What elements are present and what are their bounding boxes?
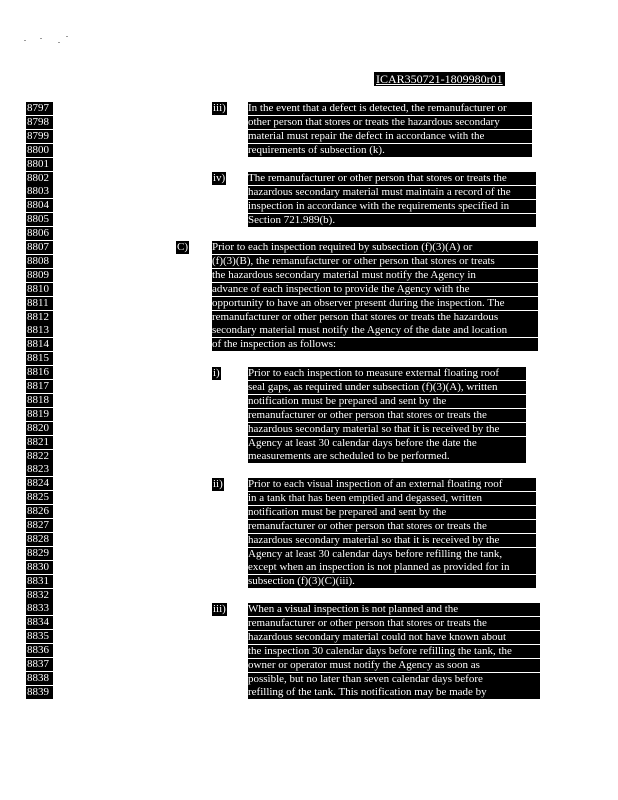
line-number: 8811 [26,297,53,310]
text-line: notification must be prepared and sent by the [248,506,536,519]
line-number: 8797 [26,102,53,115]
line-number: 8808 [26,255,53,268]
line-number: 8812 [26,311,53,324]
line-number: 8828 [26,533,53,546]
text-line: except when an inspection is not planned as provided for in [248,561,536,574]
text-line: Prior to each visual inspection of an external floating roof [248,478,536,491]
line-number: 8830 [26,561,53,574]
line-number: 8839 [26,686,53,699]
text-line: refilling of the tank. This notification may be made by [248,686,540,699]
text-line: hazardous secondary material so that it is received by the [248,423,526,436]
label-iii-b: iii) [213,603,226,615]
line-number: 8827 [26,519,53,532]
line-number: 8833 [26,602,53,615]
line-number: 8820 [26,422,53,435]
line-number: 8816 [26,366,53,379]
text-line: subsection (f)(3)(C)(iii). [248,575,536,588]
document-id-header: ICAR350721-1809980r01 [376,72,503,86]
scan-speck [58,42,60,43]
line-number: 8838 [26,672,53,685]
text-line: Section 721.989(b). [248,214,536,227]
scan-speck [66,36,68,37]
label-iii: iii) [213,102,226,114]
text-line: Agency at least 30 calendar days before refilling the tank, [248,548,536,561]
text-line: In the event that a defect is detected, the remanufacturer or [248,102,532,115]
label-iv: iv) [213,172,226,184]
line-number: 8826 [26,505,53,518]
line-number: 8807 [26,241,53,254]
label-C: C) [177,241,188,253]
line-number: 8837 [26,658,53,671]
line-number: 8806 [26,227,53,240]
scan-speck [24,40,26,41]
line-number: 8834 [26,616,53,629]
line-number: 8832 [26,589,53,602]
text-line: hazardous secondary material must maintain a record of the [248,186,536,199]
line-number: 8818 [26,394,53,407]
line-number: 8823 [26,463,53,476]
line-number: 8821 [26,436,53,449]
line-number: 8804 [26,199,53,212]
line-number: 8805 [26,213,53,226]
line-number: 8836 [26,644,53,657]
line-number: 8831 [26,575,53,588]
line-number: 8814 [26,338,53,351]
line-number: 8798 [26,116,53,129]
text-line: owner or operator must notify the Agency as soon as [248,659,540,672]
text-line: measurements are scheduled to be performed. [248,450,526,463]
line-number: 8801 [26,158,53,171]
text-line: remanufacturer or other person that stores or treats the hazardous [212,311,538,324]
text-line: remanufacturer or other person that stores or treats the [248,520,536,533]
text-line: remanufacturer or other person that stores or treats the [248,617,540,630]
text-line: the inspection 30 calendar days before refilling the tank, the [248,645,540,658]
line-number: 8802 [26,172,53,185]
text-line: requirements of subsection (k). [248,144,532,157]
line-number: 8810 [26,283,53,296]
line-number: 8803 [26,185,53,198]
text-line: (f)(3)(B), the remanufacturer or other person that stores or treats [212,255,538,268]
text-line: inspection in accordance with the requirements specified in [248,200,536,213]
text-line: other person that stores or treats the hazardous secondary [248,116,532,129]
line-number: 8800 [26,144,53,157]
text-line: material must repair the defect in accordance with the [248,130,532,143]
line-number: 8809 [26,269,53,282]
line-number: 8817 [26,380,53,393]
line-number: 8813 [26,324,53,337]
text-line: notification must be prepared and sent by the [248,395,526,408]
scan-speck [40,38,42,39]
text-line: seal gaps, as required under subsection (f)(3)(A), written [248,381,526,394]
text-line: The remanufacturer or other person that stores or treats the [248,172,536,185]
line-number: 8822 [26,450,53,463]
text-line: Agency at least 30 calendar days before the date the [248,437,526,450]
text-line: Prior to each inspection required by subsection (f)(3)(A) or [212,241,538,254]
text-line: When a visual inspection is not planned and the [248,603,540,616]
text-line: remanufacturer or other person that stores or treats the [248,409,526,422]
text-line: secondary material must notify the Agency of the date and location [212,324,538,337]
line-number: 8815 [26,352,53,365]
line-number: 8799 [26,130,53,143]
line-number: 8824 [26,477,53,490]
line-number: 8819 [26,408,53,421]
label-ii: ii) [213,478,223,490]
text-line: Prior to each inspection to measure external floating roof [248,367,526,380]
text-line: hazardous secondary material could not have known about [248,631,540,644]
text-line: in a tank that has been emptied and degassed, written [248,492,536,505]
label-i: i) [213,367,220,379]
text-line: opportunity to have an observer present during the inspection. The [212,297,538,310]
text-line: of the inspection as follows: [212,338,538,351]
text-line: the hazardous secondary material must notify the Agency in [212,269,538,282]
text-line: advance of each inspection to provide the Agency with the [212,283,538,296]
line-number: 8829 [26,547,53,560]
line-number: 8825 [26,491,53,504]
line-number: 8835 [26,630,53,643]
text-line: hazardous secondary material so that it is received by the [248,534,536,547]
text-line: possible, but no later than seven calendar days before [248,673,540,686]
